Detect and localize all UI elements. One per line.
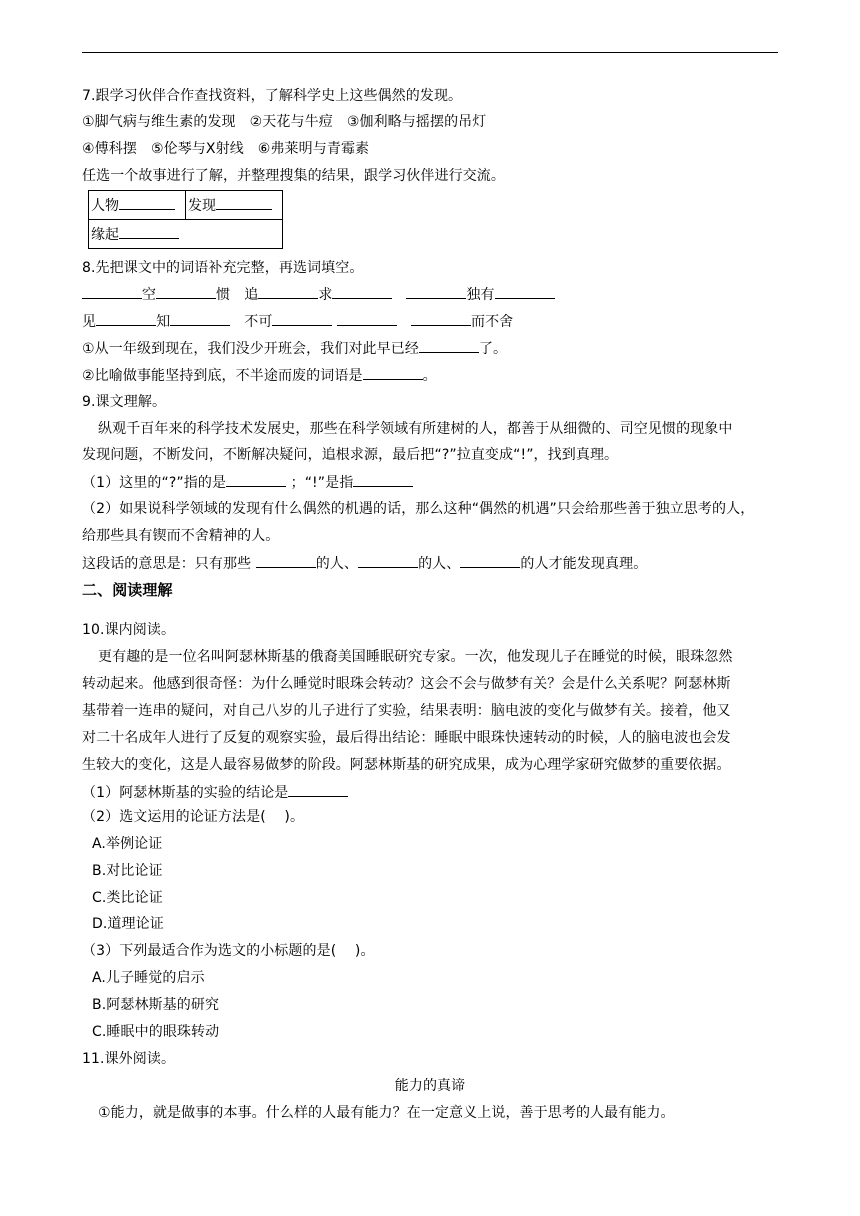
discovery-blank[interactable] — [216, 195, 272, 210]
q7-item-6: ⑥弗莱明与青霉素 — [257, 141, 370, 157]
q10-prompt: 10.课内阅读。 — [82, 622, 176, 638]
blank[interactable] — [272, 311, 332, 326]
q10-sub3: （3）下列最适合作为选文的小标题的是( )。 — [82, 943, 375, 959]
blank[interactable] — [82, 284, 142, 299]
option-b[interactable]: B.对比论证 — [92, 863, 163, 879]
sentence-text: 。 — [422, 368, 437, 384]
q9-para-line-1: 纵观千百年来的科学技术发展史，那些在科学领域有所建树的人，都善于从细微的、司空见惯的现象中 — [98, 421, 733, 437]
q7-items-row-1 — [82, 112, 486, 132]
blank[interactable] — [288, 782, 348, 797]
q11-para-line-1: ①能力，就是做事的本事。什么样的人最有能力？在一定意义上说，善于思考的人最有能力。 — [98, 1105, 675, 1121]
q7-task: 任选一个故事进行了解，并整理搜集的结果，跟学习伙伴进行交流。 — [82, 168, 505, 184]
blank[interactable] — [411, 311, 471, 326]
blank[interactable] — [495, 284, 555, 299]
q11-prompt: 11.课外阅读。 — [82, 1051, 176, 1067]
q7-info-table — [88, 190, 283, 249]
person-blank[interactable] — [119, 195, 175, 210]
blank[interactable] — [332, 284, 392, 299]
blank[interactable] — [170, 311, 230, 326]
blank[interactable] — [358, 553, 418, 568]
word-part: 求 — [318, 287, 333, 303]
q8-words-row-2 — [82, 311, 513, 332]
option-c[interactable]: C.睡眠中的眼珠转动 — [92, 1024, 220, 1040]
blank[interactable] — [96, 311, 156, 326]
q8-sentence-2 — [82, 365, 437, 386]
sentence-text: ①从一年级到现在，我们没少开班会，我们对此早已经 — [82, 341, 419, 357]
table-cell-discovery — [186, 191, 283, 220]
word-part: 空 — [142, 287, 157, 303]
table-cell-origin — [89, 220, 283, 249]
sub-text: ；“!”是指 — [290, 475, 354, 491]
blank[interactable] — [363, 365, 423, 380]
q7-item-1: ①脚气病与维生素的发现 — [82, 114, 236, 130]
q9-sub2-line-1: （2）如果说科学领域的发现有什么偶然的机遇的话，那么这种“偶然的机遇”只会给那些善于独立思考的人， — [82, 501, 755, 517]
discovery-label: 发现 — [188, 198, 216, 214]
sentence-text: 了。 — [478, 341, 508, 357]
header-rule — [82, 52, 778, 53]
blank[interactable] — [406, 284, 466, 299]
option-a[interactable]: A.举例论证 — [92, 836, 163, 852]
q10-sub1 — [82, 782, 348, 803]
q9-sub2-line-2: 给那些具有锲而不舍精神的人。 — [82, 528, 280, 544]
option-b[interactable]: B.阿瑟林斯基的研究 — [92, 997, 220, 1013]
word-part: 追 — [244, 287, 259, 303]
blank[interactable] — [353, 472, 413, 487]
q8-prompt: 8.先把课文中的词语补充完整，再选词填空。 — [82, 260, 364, 276]
q10-para-line-5: 生较大的变化，这是人最容易做梦的阶段。阿瑟林斯基的研究成果，成为心理学家研究做梦的重要依据。 — [82, 757, 731, 773]
blank[interactable] — [226, 472, 286, 487]
q7-item-4: ④傅科摆 — [82, 141, 137, 157]
q9-sub1 — [82, 472, 413, 493]
word-part: 见 — [82, 314, 97, 330]
sub-text: 的人、 — [315, 556, 359, 572]
sub-text: 的人、 — [418, 556, 461, 572]
q7-items-row-2 — [82, 139, 369, 159]
table-cell-person — [89, 191, 186, 220]
q10-para-line-4: 对二十名成年人进行了反复的观察实验，最后得出结论：睡眠中眼珠快速转动的时候，人的脑电波也会发 — [82, 730, 731, 746]
word-part: 不可 — [244, 314, 273, 330]
section-title: 二、阅读理解 — [82, 581, 173, 599]
origin-blank[interactable] — [119, 224, 179, 239]
blank[interactable] — [419, 338, 479, 353]
word-part: 而不舍 — [470, 314, 514, 330]
q10-para-line-1: 更有趣的是一位名叫阿瑟林斯基的俄裔美国睡眠研究专家。一次，他发现儿子在睡觉的时候，眼珠忽然 — [98, 649, 733, 665]
q8-words-row-1 — [82, 284, 555, 305]
q9-para-line-2: 发现问题，不断发问，不断解决疑问，追根求源，最后把“?”拉直变成“!”，找到真理。 — [82, 447, 619, 463]
option-c[interactable]: C.类比论证 — [92, 890, 163, 906]
option-a[interactable]: A.儿子睡觉的启示 — [92, 970, 205, 986]
article-title: 能力的真谛 — [394, 1078, 466, 1094]
sub-text: （1）这里的“?”指的是 — [82, 475, 227, 491]
q10-para-line-3: 基带着一连串的疑问，对自己八岁的儿子进行了实验，结果表明：脑电波的变化与做梦有关。接着，他又 — [82, 703, 731, 719]
sentence-text: ②比喻做事能坚持到底，不半途而废的词语是 — [82, 368, 363, 384]
blank[interactable] — [156, 284, 216, 299]
word-part: 独有 — [466, 287, 495, 303]
sub-text: 的人才能发现真理。 — [520, 556, 648, 572]
word-part: 知 — [156, 314, 171, 330]
q9-sub2-meaning — [82, 553, 647, 574]
word-part: 惯 — [216, 287, 231, 303]
q7-prompt: 7.跟学习伙伴合作查找资料，了解科学史上这些偶然的发现。 — [82, 88, 463, 104]
sub-text: 这段话的意思是：只有那些 — [82, 556, 252, 572]
person-label: 人物 — [91, 198, 119, 214]
origin-label: 缘起 — [91, 227, 119, 243]
q8-sentence-1 — [82, 338, 507, 359]
blank[interactable] — [460, 553, 520, 568]
blank[interactable] — [256, 553, 316, 568]
q7-item-3: ③伽利略与摇摆的吊灯 — [346, 114, 487, 130]
option-d[interactable]: D.道理论证 — [92, 916, 164, 932]
blank[interactable] — [337, 311, 397, 326]
q9-prompt: 9.课文理解。 — [82, 394, 167, 410]
sub-text: （1）阿瑟林斯基的实验的结论是 — [82, 785, 289, 801]
q7-item-2: ②天花与牛痘 — [249, 114, 333, 130]
q10-sub2: （2）选文运用的论证方法是( )。 — [82, 809, 305, 825]
q10-para-line-2: 转动起来。他感到很奇怪：为什么睡觉时眼珠会转动？这会不会与做梦有关？会是什么关系呢？阿瑟林斯 — [82, 676, 731, 692]
blank[interactable] — [258, 284, 318, 299]
q7-item-5: ⑤伦琴与X射线 — [150, 141, 244, 157]
